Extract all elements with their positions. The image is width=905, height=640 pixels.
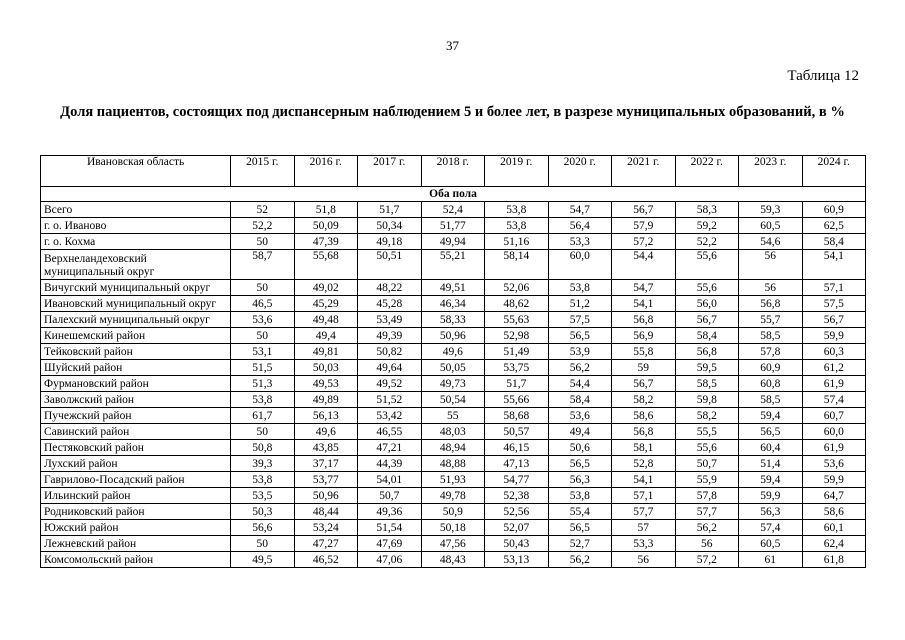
row-value-cell: 53,6 [548,408,612,424]
row-value-cell: 59,9 [802,328,866,344]
row-value-cell: 37,17 [294,456,358,472]
row-region-name: Ивановский муниципальный округ [41,296,231,312]
row-value-cell: 56 [739,250,803,280]
row-value-cell: 60,1 [802,520,866,536]
row-value-cell: 55,5 [675,424,739,440]
row-value-cell: 52,8 [612,456,676,472]
row-value-cell: 59,3 [739,202,803,218]
row-value-cell: 61,8 [802,552,866,568]
row-value-cell: 51,7 [358,202,422,218]
row-value-cell: 50,8 [231,440,295,456]
row-value-cell: 48,22 [358,280,422,296]
row-region-name: Комсомольский район [41,552,231,568]
row-value-cell: 58,1 [612,440,676,456]
row-value-cell: 60,8 [739,376,803,392]
row-value-cell: 56,8 [612,312,676,328]
row-value-cell: 57,7 [675,504,739,520]
row-value-cell: 51,3 [231,376,295,392]
row-region-name: г. о. Иваново [41,218,231,234]
row-value-cell: 56,2 [548,552,612,568]
row-region-name: Лухский район [41,456,231,472]
row-value-cell: 61,2 [802,360,866,376]
row-value-cell: 49,51 [421,280,485,296]
row-value-cell: 50,7 [358,488,422,504]
row-value-cell: 50,03 [294,360,358,376]
row-region-name: Пестяковский район [41,440,231,456]
row-value-cell: 54,4 [612,250,676,280]
table-row [41,296,866,312]
row-value-cell: 50,96 [294,488,358,504]
row-value-cell: 52 [231,202,295,218]
year-column-header: 2022 г. [675,156,739,187]
row-value-cell: 57,4 [739,520,803,536]
row-value-cell: 57,4 [802,392,866,408]
row-value-cell: 51,16 [485,234,549,250]
year-column-header: 2018 г. [421,156,485,187]
row-value-cell: 54,7 [548,202,612,218]
table-row [41,328,866,344]
data-table [40,155,866,568]
row-value-cell: 47,69 [358,536,422,552]
row-value-cell: 52,07 [485,520,549,536]
row-value-cell: 51,52 [358,392,422,408]
row-value-cell: 51,49 [485,344,549,360]
year-column-header: 2015 г. [231,156,295,187]
row-value-cell: 56,7 [675,312,739,328]
row-value-cell: 53,24 [294,520,358,536]
row-value-cell: 50,51 [358,250,422,280]
row-value-cell: 50,82 [358,344,422,360]
row-value-cell: 61,9 [802,376,866,392]
year-column-header: 2021 г. [612,156,676,187]
row-value-cell: 58,5 [739,392,803,408]
row-region-name: Южский район [41,520,231,536]
row-value-cell: 60,5 [739,536,803,552]
row-value-cell: 54,4 [548,376,612,392]
row-value-cell: 58,6 [802,504,866,520]
year-column-header: 2023 г. [739,156,803,187]
row-value-cell: 60,4 [739,440,803,456]
row-value-cell: 49,78 [421,488,485,504]
row-region-name: Лежневский район [41,536,231,552]
row-value-cell: 49,6 [294,424,358,440]
row-value-cell: 57,7 [612,504,676,520]
row-region-name: Верхнеландеховский муниципальный округ [41,250,231,280]
row-value-cell: 43,85 [294,440,358,456]
row-value-cell: 48,62 [485,296,549,312]
row-region-name: г. о. Кохма [41,234,231,250]
row-value-cell: 49,94 [421,234,485,250]
row-value-cell: 54,6 [739,234,803,250]
row-value-cell: 58,68 [485,408,549,424]
row-value-cell: 49,36 [358,504,422,520]
row-value-cell: 56,4 [548,218,612,234]
row-value-cell: 53,13 [485,552,549,568]
table-row [41,520,866,536]
row-value-cell: 56,0 [675,296,739,312]
row-value-cell: 62,5 [802,218,866,234]
row-value-cell: 56,8 [612,424,676,440]
row-value-cell: 53,3 [548,234,612,250]
row-value-cell: 52,56 [485,504,549,520]
row-value-cell: 47,21 [358,440,422,456]
row-value-cell: 49,73 [421,376,485,392]
row-value-cell: 56,8 [739,296,803,312]
row-value-cell: 61 [739,552,803,568]
row-value-cell: 53,8 [548,488,612,504]
row-value-cell: 51,93 [421,472,485,488]
row-value-cell: 54,7 [612,280,676,296]
row-value-cell: 49,52 [358,376,422,392]
row-value-cell: 52,2 [231,218,295,234]
row-value-cell: 50,6 [548,440,612,456]
row-value-cell: 56,2 [675,520,739,536]
row-value-cell: 47,27 [294,536,358,552]
row-value-cell: 60,7 [802,408,866,424]
row-value-cell: 56 [612,552,676,568]
table-row [41,472,866,488]
page-number: 37 [446,38,459,53]
row-value-cell: 56,5 [548,520,612,536]
row-value-cell: 55,68 [294,250,358,280]
row-value-cell: 49,18 [358,234,422,250]
row-region-name: Вичугский муниципальный округ [41,280,231,296]
row-value-cell: 56,6 [231,520,295,536]
row-value-cell: 58,3 [675,202,739,218]
row-value-cell: 53,8 [485,218,549,234]
table-row [41,250,866,280]
row-value-cell: 39,3 [231,456,295,472]
row-value-cell: 51,2 [548,296,612,312]
row-value-cell: 46,15 [485,440,549,456]
row-value-cell: 50,18 [421,520,485,536]
row-value-cell: 58,6 [612,408,676,424]
row-value-cell: 58,4 [675,328,739,344]
table-row [41,408,866,424]
section-row [41,187,866,202]
row-value-cell: 49,81 [294,344,358,360]
row-region-name: Всего [41,202,231,218]
row-value-cell: 50,54 [421,392,485,408]
table-row [41,202,866,218]
row-value-cell: 57,8 [675,488,739,504]
row-region-name: Ильинский район [41,488,231,504]
row-value-cell: 50,43 [485,536,549,552]
year-column-header: 2020 г. [548,156,612,187]
row-region-name: Фурмановский район [41,376,231,392]
row-value-cell: 52,4 [421,202,485,218]
row-value-cell: 58,2 [612,392,676,408]
row-value-cell: 58,7 [231,250,295,280]
row-value-cell: 60,3 [802,344,866,360]
year-column-header: 2017 г. [358,156,422,187]
row-value-cell: 47,56 [421,536,485,552]
table-row [41,536,866,552]
row-value-cell: 51,5 [231,360,295,376]
row-value-cell: 57,1 [612,488,676,504]
table-row [41,424,866,440]
row-value-cell: 50 [231,234,295,250]
row-value-cell: 53,75 [485,360,549,376]
row-value-cell: 50,34 [358,218,422,234]
year-column-header: 2016 г. [294,156,358,187]
row-value-cell: 47,39 [294,234,358,250]
row-value-cell: 58,33 [421,312,485,328]
row-value-cell: 53,1 [231,344,295,360]
table-row [41,360,866,376]
row-value-cell: 51,54 [358,520,422,536]
row-value-cell: 49,02 [294,280,358,296]
row-value-cell: 54,1 [612,472,676,488]
row-value-cell: 51,77 [421,218,485,234]
row-value-cell: 53,8 [485,202,549,218]
row-region-name: Шуйский район [41,360,231,376]
row-value-cell: 59,9 [802,472,866,488]
row-value-cell: 57,2 [675,552,739,568]
row-value-cell: 56,7 [802,312,866,328]
row-value-cell: 49,89 [294,392,358,408]
row-value-cell: 55,8 [612,344,676,360]
row-value-cell: 51,4 [739,456,803,472]
row-value-cell: 57,5 [548,312,612,328]
row-value-cell: 48,44 [294,504,358,520]
row-value-cell: 48,03 [421,424,485,440]
row-value-cell: 57,1 [802,280,866,296]
table-row [41,218,866,234]
table-row [41,440,866,456]
region-column-header: Ивановская область [41,156,231,187]
row-value-cell: 56,2 [548,360,612,376]
row-value-cell: 56 [739,280,803,296]
row-value-cell: 56,3 [739,504,803,520]
row-value-cell: 50,3 [231,504,295,520]
row-value-cell: 59,4 [739,408,803,424]
row-value-cell: 56,7 [612,376,676,392]
row-value-cell: 51,7 [485,376,549,392]
section-label: Оба пола [41,187,866,202]
row-value-cell: 53,8 [231,392,295,408]
row-region-name: Гаврилово-Посадский район [41,472,231,488]
year-column-header: 2024 г. [802,156,866,187]
row-value-cell: 44,39 [358,456,422,472]
row-value-cell: 50 [231,536,295,552]
row-value-cell: 59,5 [675,360,739,376]
row-value-cell: 48,43 [421,552,485,568]
row-region-name: Заволжский район [41,392,231,408]
row-value-cell: 57,9 [612,218,676,234]
row-value-cell: 47,06 [358,552,422,568]
header-row [41,156,866,187]
row-value-cell: 45,28 [358,296,422,312]
row-value-cell: 55,66 [485,392,549,408]
row-region-name: Савинский район [41,424,231,440]
row-value-cell: 59,2 [675,218,739,234]
row-value-cell: 53,3 [612,536,676,552]
row-value-cell: 50,09 [294,218,358,234]
row-value-cell: 50 [231,424,295,440]
row-value-cell: 56,7 [612,202,676,218]
row-value-cell: 58,4 [802,234,866,250]
row-region-name: Палехский муниципальный округ [41,312,231,328]
row-value-cell: 54,77 [485,472,549,488]
row-value-cell: 47,13 [485,456,549,472]
row-value-cell: 58,2 [675,408,739,424]
row-value-cell: 53,77 [294,472,358,488]
table-title: Доля пациентов, состоящих под диспансерным наблюдением 5 и более лет, в разрезе муниципальных образований, в % [60,104,845,120]
row-value-cell: 50,96 [421,328,485,344]
row-value-cell: 53,49 [358,312,422,328]
row-value-cell: 56,5 [548,456,612,472]
row-value-cell: 56 [675,536,739,552]
row-value-cell: 50,7 [675,456,739,472]
row-value-cell: 52,06 [485,280,549,296]
row-value-cell: 46,5 [231,296,295,312]
row-value-cell: 60,0 [548,250,612,280]
row-value-cell: 49,53 [294,376,358,392]
row-value-cell: 58,4 [548,392,612,408]
row-value-cell: 51,8 [294,202,358,218]
row-value-cell: 52,98 [485,328,549,344]
row-value-cell: 53,42 [358,408,422,424]
table-row [41,488,866,504]
row-value-cell: 55,6 [675,440,739,456]
row-value-cell: 56,8 [675,344,739,360]
table-row [41,456,866,472]
row-value-cell: 57,8 [739,344,803,360]
table-label: Таблица 12 [787,68,859,84]
row-value-cell: 50,9 [421,504,485,520]
row-value-cell: 59,8 [675,392,739,408]
row-value-cell: 54,1 [612,296,676,312]
row-value-cell: 54,1 [802,250,866,280]
row-value-cell: 56,13 [294,408,358,424]
row-value-cell: 50,57 [485,424,549,440]
row-value-cell: 52,2 [675,234,739,250]
row-value-cell: 48,94 [421,440,485,456]
row-value-cell: 54,01 [358,472,422,488]
row-value-cell: 59,9 [739,488,803,504]
row-value-cell: 49,4 [294,328,358,344]
row-value-cell: 49,48 [294,312,358,328]
table-row [41,376,866,392]
row-value-cell: 46,52 [294,552,358,568]
row-value-cell: 50 [231,328,295,344]
row-value-cell: 55,4 [548,504,612,520]
table-row [41,344,866,360]
row-value-cell: 55,6 [675,250,739,280]
row-value-cell: 53,8 [231,472,295,488]
row-value-cell: 48,88 [421,456,485,472]
row-value-cell: 56,9 [612,328,676,344]
row-value-cell: 59,4 [739,472,803,488]
row-value-cell: 58,5 [739,328,803,344]
row-value-cell: 49,5 [231,552,295,568]
row-value-cell: 59 [612,360,676,376]
table-row [41,552,866,568]
row-value-cell: 60,5 [739,218,803,234]
row-value-cell: 52,7 [548,536,612,552]
row-value-cell: 46,55 [358,424,422,440]
row-value-cell: 58,5 [675,376,739,392]
row-value-cell: 49,6 [421,344,485,360]
row-region-name: Пучежский район [41,408,231,424]
year-column-header: 2019 г. [485,156,549,187]
row-region-name: Кинешемский район [41,328,231,344]
row-value-cell: 46,34 [421,296,485,312]
table-row [41,234,866,250]
row-value-cell: 58,14 [485,250,549,280]
row-value-cell: 55,21 [421,250,485,280]
row-value-cell: 55,7 [739,312,803,328]
row-value-cell: 53,6 [802,456,866,472]
row-value-cell: 55 [421,408,485,424]
row-value-cell: 64,7 [802,488,866,504]
row-value-cell: 55,63 [485,312,549,328]
row-value-cell: 49,4 [548,424,612,440]
table-row [41,504,866,520]
row-value-cell: 62,4 [802,536,866,552]
row-value-cell: 45,29 [294,296,358,312]
row-value-cell: 50,05 [421,360,485,376]
row-value-cell: 53,9 [548,344,612,360]
table-row [41,312,866,328]
row-value-cell: 61,9 [802,440,866,456]
row-value-cell: 55,6 [675,280,739,296]
row-value-cell: 60,9 [802,202,866,218]
row-value-cell: 52,38 [485,488,549,504]
row-value-cell: 60,0 [802,424,866,440]
row-value-cell: 56,5 [548,328,612,344]
row-value-cell: 55,9 [675,472,739,488]
row-value-cell: 61,7 [231,408,295,424]
row-value-cell: 57,2 [612,234,676,250]
row-value-cell: 57,5 [802,296,866,312]
row-region-name: Родниковский район [41,504,231,520]
row-value-cell: 53,5 [231,488,295,504]
row-value-cell: 49,64 [358,360,422,376]
row-value-cell: 57 [612,520,676,536]
row-value-cell: 53,6 [231,312,295,328]
row-region-name: Тейковский район [41,344,231,360]
row-value-cell: 56,5 [739,424,803,440]
table-row [41,392,866,408]
row-value-cell: 56,3 [548,472,612,488]
row-value-cell: 60,9 [739,360,803,376]
table-row [41,280,866,296]
row-value-cell: 49,39 [358,328,422,344]
row-value-cell: 53,8 [548,280,612,296]
row-value-cell: 50 [231,280,295,296]
